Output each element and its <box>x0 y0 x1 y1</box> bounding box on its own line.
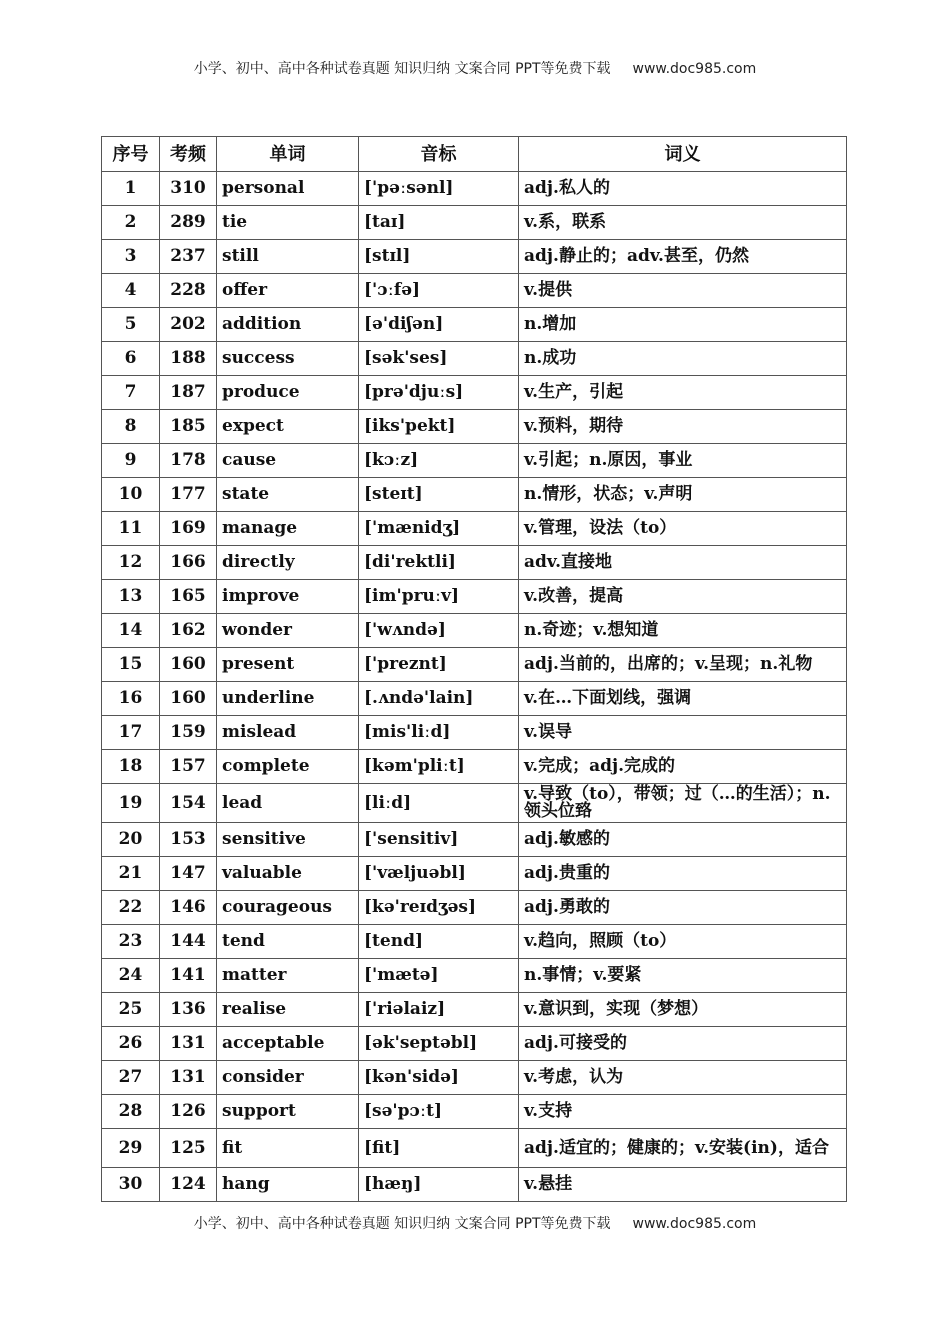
cell-meaning: v.意识到，实现（梦想） <box>519 993 847 1027</box>
cell-meaning: v.支持 <box>519 1095 847 1129</box>
cell-no: 8 <box>102 410 160 444</box>
cell-word: valuable <box>217 857 359 891</box>
table-row <box>102 1061 847 1095</box>
cell-word: hang <box>217 1168 359 1202</box>
cell-freq: 131 <box>160 1027 217 1061</box>
cell-phonetic: ['riəlaiz] <box>359 993 519 1027</box>
table-row <box>102 546 847 580</box>
cell-freq: 159 <box>160 716 217 750</box>
cell-word: addition <box>217 308 359 342</box>
table-row <box>102 648 847 682</box>
page-header <box>0 58 950 78</box>
cell-word: support <box>217 1095 359 1129</box>
footer-text: 小学、初中、高中各种试卷真题 知识归纳 文案合同 PPT等免费下载 <box>193 1216 611 1232</box>
header-text: 小学、初中、高中各种试卷真题 知识归纳 文案合同 PPT等免费下载 <box>193 61 611 77</box>
cell-no: 17 <box>102 716 160 750</box>
cell-phonetic: [hæŋ] <box>359 1168 519 1202</box>
header-url[interactable]: www.doc985.com <box>632 61 757 77</box>
cell-meaning: n.成功 <box>519 342 847 376</box>
cell-meaning: adj.勇敢的 <box>519 891 847 925</box>
table-row <box>102 614 847 648</box>
cell-meaning: v.趋向，照顾（to） <box>519 925 847 959</box>
cell-no: 16 <box>102 682 160 716</box>
cell-freq: 144 <box>160 925 217 959</box>
cell-phonetic: [prə'djuːs] <box>359 376 519 410</box>
cell-no: 24 <box>102 959 160 993</box>
table-row <box>102 172 847 206</box>
table-row <box>102 1168 847 1202</box>
cell-word: improve <box>217 580 359 614</box>
cell-freq: 228 <box>160 274 217 308</box>
cell-word: directly <box>217 546 359 580</box>
cell-freq: 177 <box>160 478 217 512</box>
table-row <box>102 682 847 716</box>
cell-word: sensitive <box>217 823 359 857</box>
table-row <box>102 342 847 376</box>
cell-freq: 165 <box>160 580 217 614</box>
cell-word: fit <box>217 1129 359 1168</box>
table-row <box>102 1095 847 1129</box>
table-row <box>102 959 847 993</box>
table-row <box>102 993 847 1027</box>
cell-meaning: v.改善，提高 <box>519 580 847 614</box>
cell-freq: 188 <box>160 342 217 376</box>
cell-meaning: v.管理，设法（to） <box>519 512 847 546</box>
cell-meaning: v.导致（to），带领；过（…的生活）；n.领头位臵 <box>519 784 847 823</box>
cell-phonetic: [im'pruːv] <box>359 580 519 614</box>
col-header-word: 单词 <box>217 137 359 172</box>
table-header-row <box>102 137 847 172</box>
cell-word: present <box>217 648 359 682</box>
cell-freq: 310 <box>160 172 217 206</box>
cell-freq: 289 <box>160 206 217 240</box>
table-row <box>102 308 847 342</box>
cell-word: complete <box>217 750 359 784</box>
cell-freq: 154 <box>160 784 217 823</box>
cell-word: wonder <box>217 614 359 648</box>
table-row <box>102 206 847 240</box>
cell-no: 27 <box>102 1061 160 1095</box>
cell-word: realise <box>217 993 359 1027</box>
cell-phonetic: [mis'liːd] <box>359 716 519 750</box>
cell-no: 3 <box>102 240 160 274</box>
cell-no: 20 <box>102 823 160 857</box>
cell-no: 1 <box>102 172 160 206</box>
cell-phonetic: [ə'diʃən] <box>359 308 519 342</box>
cell-phonetic: [sə'pɔːt] <box>359 1095 519 1129</box>
cell-meaning: adj.可接受的 <box>519 1027 847 1061</box>
cell-phonetic: [stɪl] <box>359 240 519 274</box>
cell-word: tend <box>217 925 359 959</box>
cell-meaning: adj.适宜的；健康的；v.安装(in)，适合 <box>519 1129 847 1168</box>
cell-freq: 125 <box>160 1129 217 1168</box>
cell-word: underline <box>217 682 359 716</box>
cell-no: 22 <box>102 891 160 925</box>
cell-phonetic: ['preznt] <box>359 648 519 682</box>
cell-meaning: v.预料，期待 <box>519 410 847 444</box>
cell-phonetic: ['wʌndə] <box>359 614 519 648</box>
cell-meaning: v.引起；n.原因，事业 <box>519 444 847 478</box>
cell-meaning: v.在…下面划线，强调 <box>519 682 847 716</box>
cell-phonetic: ['sensitiv] <box>359 823 519 857</box>
cell-phonetic: [steɪt] <box>359 478 519 512</box>
table-row <box>102 580 847 614</box>
cell-freq: 162 <box>160 614 217 648</box>
cell-phonetic: [ək'septəbl] <box>359 1027 519 1061</box>
cell-freq: 131 <box>160 1061 217 1095</box>
cell-freq: 187 <box>160 376 217 410</box>
cell-meaning: n.事情；v.要紧 <box>519 959 847 993</box>
table-row <box>102 240 847 274</box>
cell-meaning: adj.贵重的 <box>519 857 847 891</box>
cell-meaning: adv.直接地 <box>519 546 847 580</box>
cell-freq: 157 <box>160 750 217 784</box>
table-row <box>102 784 847 823</box>
cell-word: acceptable <box>217 1027 359 1061</box>
table-row <box>102 1129 847 1168</box>
cell-no: 28 <box>102 1095 160 1129</box>
cell-meaning: v.悬挂 <box>519 1168 847 1202</box>
cell-no: 29 <box>102 1129 160 1168</box>
cell-word: lead <box>217 784 359 823</box>
col-header-freq: 考频 <box>160 137 217 172</box>
cell-word: consider <box>217 1061 359 1095</box>
cell-word: success <box>217 342 359 376</box>
cell-phonetic: [.ʌndə'lain] <box>359 682 519 716</box>
cell-no: 5 <box>102 308 160 342</box>
cell-phonetic: [kəm'pliːt] <box>359 750 519 784</box>
cell-freq: 237 <box>160 240 217 274</box>
cell-no: 21 <box>102 857 160 891</box>
cell-no: 18 <box>102 750 160 784</box>
cell-meaning: adj.静止的；adv.甚至，仍然 <box>519 240 847 274</box>
table-row <box>102 478 847 512</box>
page-footer <box>0 1213 950 1233</box>
cell-phonetic: [kən'sidə] <box>359 1061 519 1095</box>
cell-meaning: adj.当前的，出席的；v.呈现；n.礼物 <box>519 648 847 682</box>
col-header-phonetic: 音标 <box>359 137 519 172</box>
table-row <box>102 891 847 925</box>
table-row <box>102 716 847 750</box>
cell-word: courageous <box>217 891 359 925</box>
cell-no: 12 <box>102 546 160 580</box>
table-row <box>102 512 847 546</box>
cell-freq: 166 <box>160 546 217 580</box>
cell-word: cause <box>217 444 359 478</box>
cell-phonetic: ['væljuəbl] <box>359 857 519 891</box>
cell-phonetic: ['ɔːfə] <box>359 274 519 308</box>
cell-phonetic: ['pəːsənl] <box>359 172 519 206</box>
cell-word: tie <box>217 206 359 240</box>
table-row <box>102 444 847 478</box>
cell-freq: 202 <box>160 308 217 342</box>
cell-no: 4 <box>102 274 160 308</box>
cell-meaning: v.系，联系 <box>519 206 847 240</box>
cell-meaning: adj.私人的 <box>519 172 847 206</box>
cell-word: manage <box>217 512 359 546</box>
cell-word: produce <box>217 376 359 410</box>
footer-url[interactable]: www.doc985.com <box>632 1216 757 1232</box>
cell-phonetic: [liːd] <box>359 784 519 823</box>
table-row <box>102 857 847 891</box>
table-row <box>102 274 847 308</box>
cell-freq: 141 <box>160 959 217 993</box>
cell-no: 2 <box>102 206 160 240</box>
cell-no: 30 <box>102 1168 160 1202</box>
cell-freq: 147 <box>160 857 217 891</box>
cell-freq: 124 <box>160 1168 217 1202</box>
vocab-table <box>101 136 847 1202</box>
cell-no: 26 <box>102 1027 160 1061</box>
cell-no: 7 <box>102 376 160 410</box>
cell-no: 9 <box>102 444 160 478</box>
cell-word: still <box>217 240 359 274</box>
cell-freq: 146 <box>160 891 217 925</box>
table-row <box>102 750 847 784</box>
cell-no: 23 <box>102 925 160 959</box>
cell-phonetic: ['mætə] <box>359 959 519 993</box>
cell-no: 13 <box>102 580 160 614</box>
cell-word: state <box>217 478 359 512</box>
cell-meaning: v.生产，引起 <box>519 376 847 410</box>
cell-freq: 160 <box>160 648 217 682</box>
table-row <box>102 410 847 444</box>
cell-freq: 136 <box>160 993 217 1027</box>
cell-phonetic: [kɔːz] <box>359 444 519 478</box>
cell-meaning: v.提供 <box>519 274 847 308</box>
cell-phonetic: [iks'pekt] <box>359 410 519 444</box>
cell-freq: 153 <box>160 823 217 857</box>
cell-phonetic: [tend] <box>359 925 519 959</box>
cell-no: 10 <box>102 478 160 512</box>
vocab-body <box>102 172 847 1202</box>
cell-phonetic: [taɪ] <box>359 206 519 240</box>
cell-phonetic: [di'rektli] <box>359 546 519 580</box>
cell-phonetic: [sək'ses] <box>359 342 519 376</box>
cell-word: personal <box>217 172 359 206</box>
cell-word: offer <box>217 274 359 308</box>
table-row <box>102 823 847 857</box>
cell-meaning: v.完成；adj.完成的 <box>519 750 847 784</box>
table-row <box>102 1027 847 1061</box>
cell-phonetic: ['mænidʒ] <box>359 512 519 546</box>
cell-no: 6 <box>102 342 160 376</box>
col-header-meaning: 词义 <box>519 137 847 172</box>
table-row <box>102 925 847 959</box>
cell-meaning: n.奇迹；v.想知道 <box>519 614 847 648</box>
cell-meaning: n.情形，状态；v.声明 <box>519 478 847 512</box>
cell-no: 14 <box>102 614 160 648</box>
cell-meaning: v.误导 <box>519 716 847 750</box>
cell-word: matter <box>217 959 359 993</box>
cell-word: expect <box>217 410 359 444</box>
cell-no: 19 <box>102 784 160 823</box>
cell-word: mislead <box>217 716 359 750</box>
cell-meaning: adj.敏感的 <box>519 823 847 857</box>
col-header-no: 序号 <box>102 137 160 172</box>
cell-freq: 169 <box>160 512 217 546</box>
cell-no: 25 <box>102 993 160 1027</box>
cell-phonetic: [kə'reɪdʒəs] <box>359 891 519 925</box>
cell-meaning: n.增加 <box>519 308 847 342</box>
table-row <box>102 376 847 410</box>
cell-freq: 178 <box>160 444 217 478</box>
cell-freq: 160 <box>160 682 217 716</box>
cell-no: 11 <box>102 512 160 546</box>
cell-phonetic: [fit] <box>359 1129 519 1168</box>
cell-meaning: v.考虑，认为 <box>519 1061 847 1095</box>
cell-freq: 185 <box>160 410 217 444</box>
cell-no: 15 <box>102 648 160 682</box>
cell-freq: 126 <box>160 1095 217 1129</box>
